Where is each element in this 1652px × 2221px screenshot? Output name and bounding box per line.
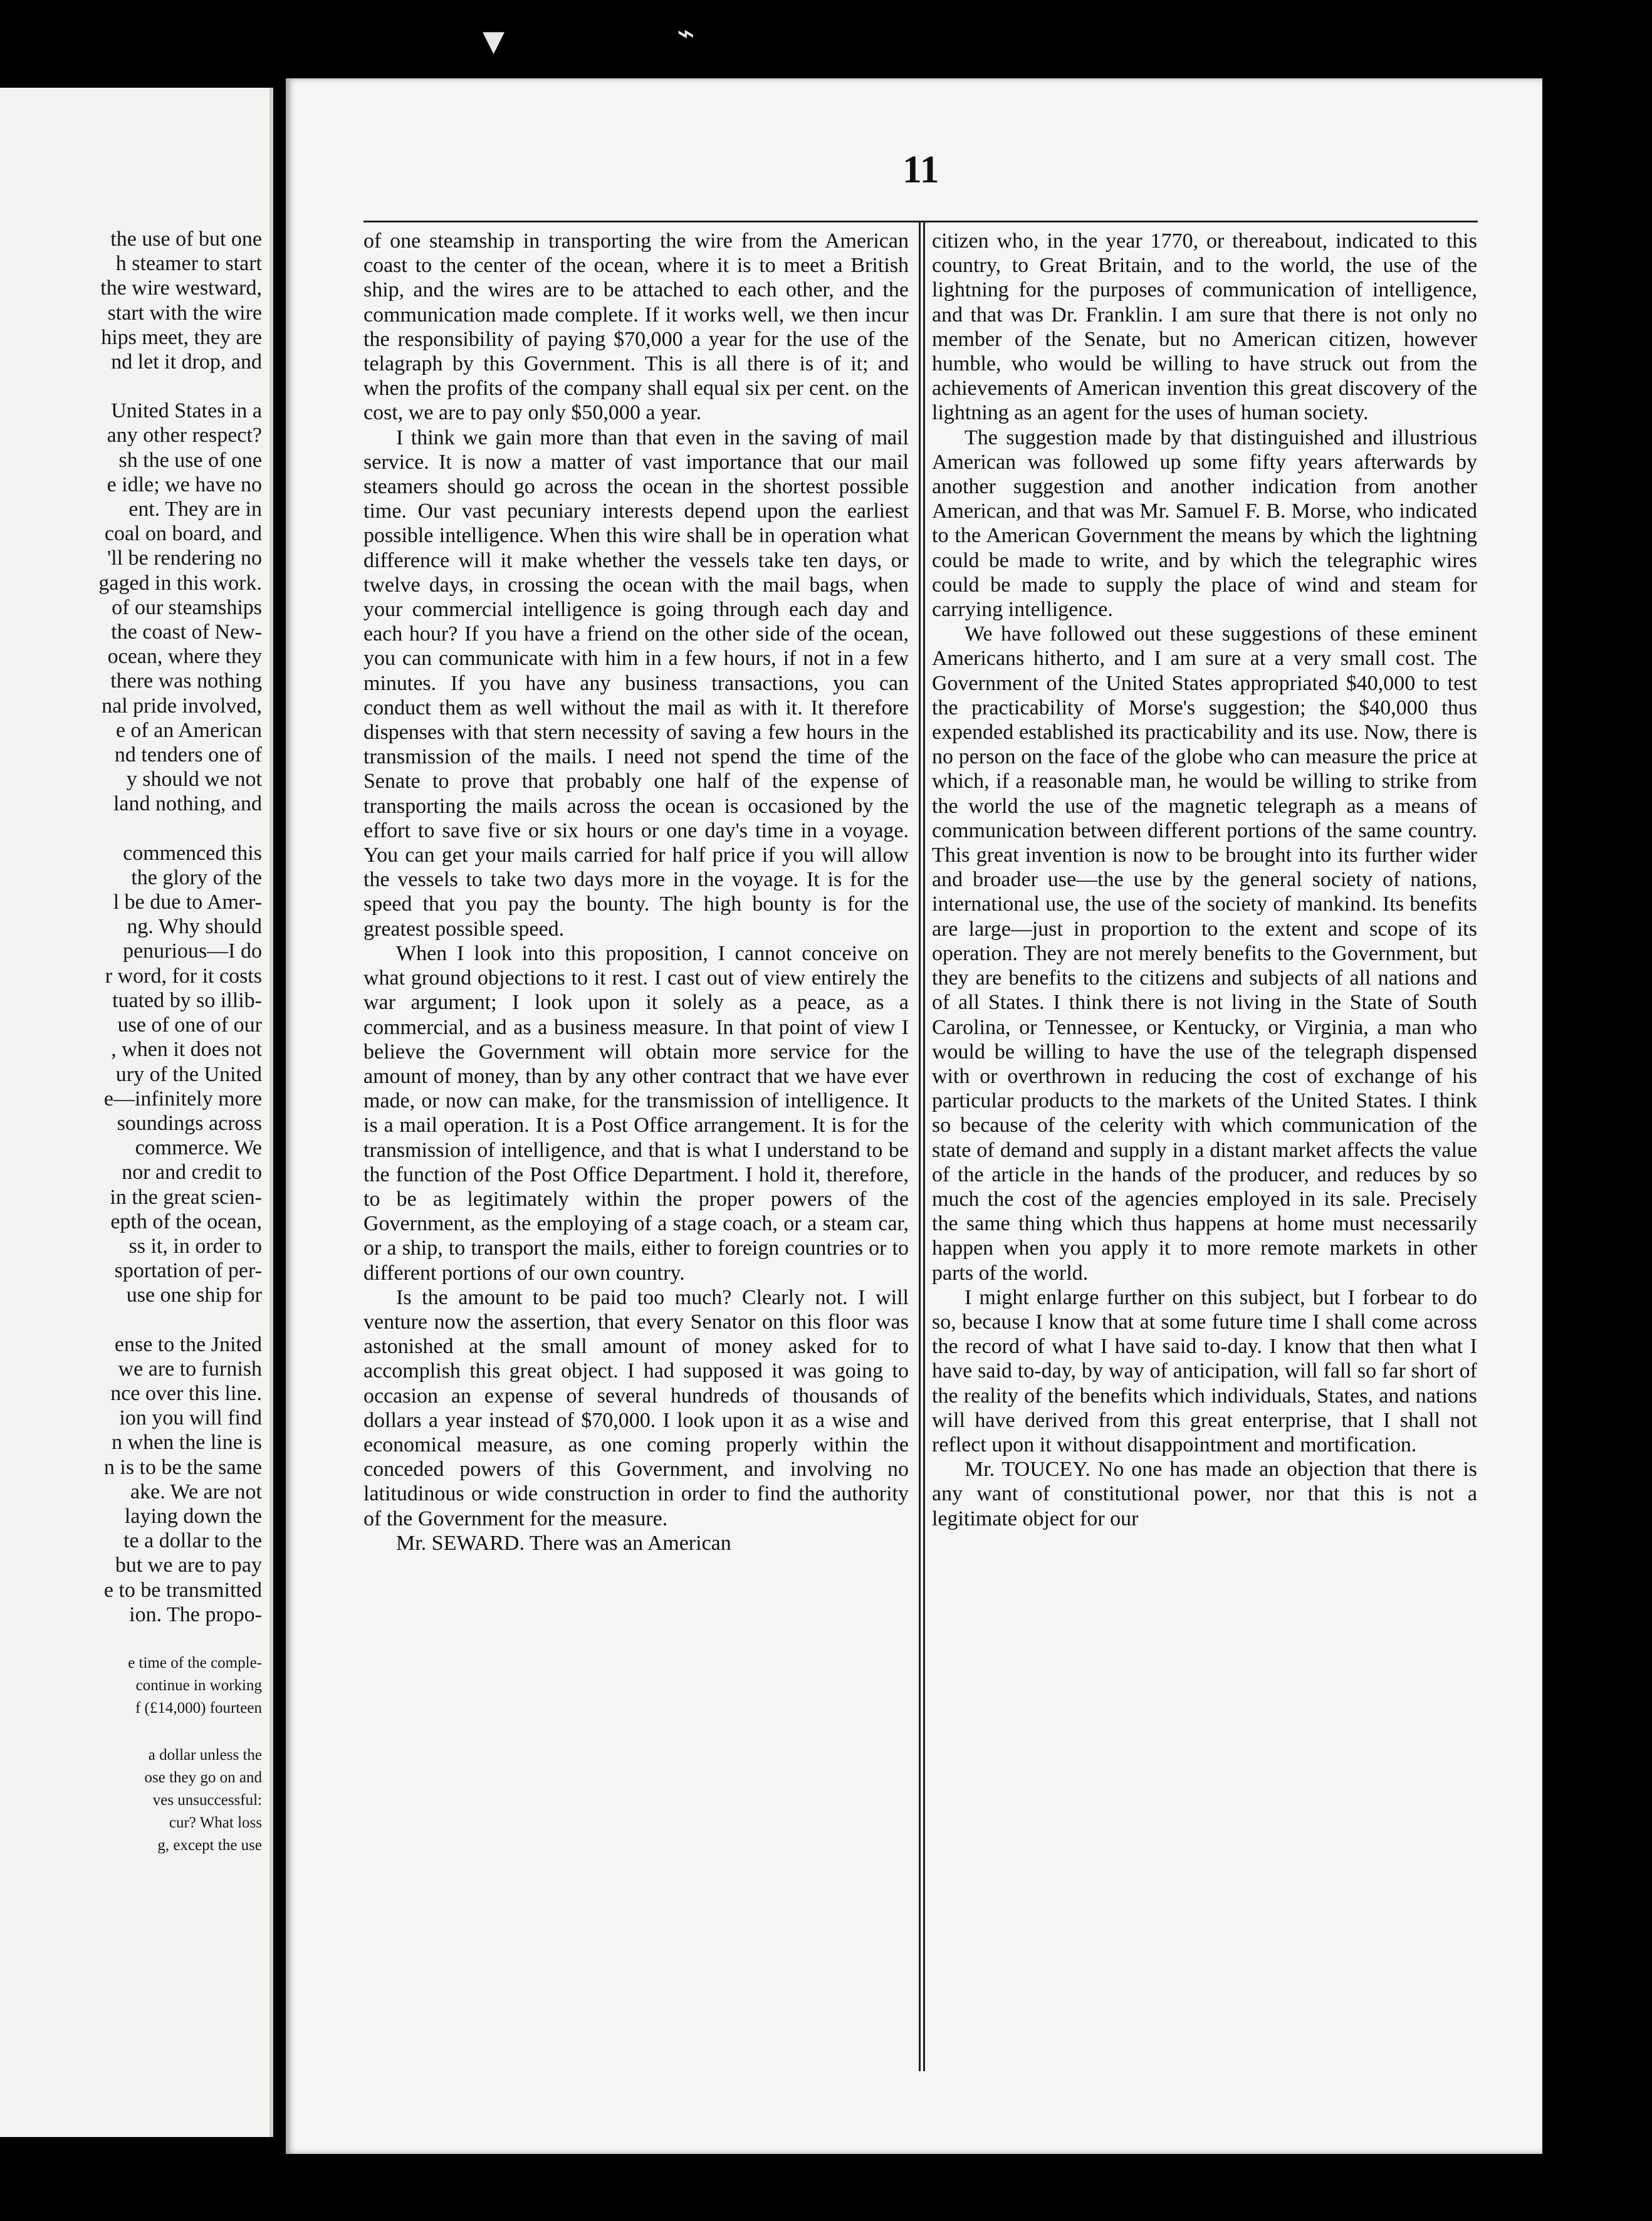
fragment-line: laying down the bbox=[124, 1504, 262, 1528]
fragment-line: ocean, where they bbox=[107, 645, 262, 669]
footnote-line: g, except the use bbox=[157, 1836, 262, 1854]
fragment-line: use one ship for bbox=[126, 1283, 262, 1307]
fragment-gap bbox=[0, 817, 262, 841]
fragment-line: 'll be rendering no bbox=[107, 546, 262, 570]
fragment-line: coal on board, and bbox=[104, 522, 262, 546]
fragment-line: ury of the United bbox=[115, 1062, 262, 1086]
fragment-line: penurious—I do bbox=[123, 939, 262, 963]
scan-scribble-mark: ⌁ bbox=[677, 17, 695, 50]
fragment-line: y should we not bbox=[126, 768, 262, 792]
paragraph: The suggestion made by that distinguished and illustrious American was followed up some fifty years afterwards by another suggestion and another indication from another American, and that was Mr. Samuel F. B. Morse, who indicated to the American Government the means by which the lightning could be made to write, and by which the telegraphic wires could be made to supply the place of wind and steam for carrying intelligence. bbox=[932, 426, 1477, 622]
footnote-line: cur? What loss bbox=[169, 1814, 262, 1831]
fragment-line: e of an American bbox=[115, 718, 262, 742]
fragment-line: n is to be the same bbox=[103, 1455, 262, 1479]
fragment-line: ion you will find bbox=[119, 1406, 262, 1430]
footnote-line: a dollar unless the bbox=[148, 1746, 262, 1764]
fragment-line: soundings across bbox=[117, 1111, 262, 1135]
fragment-line: the glory of the bbox=[131, 865, 262, 889]
fragment-line: tuated by so illib- bbox=[112, 988, 262, 1012]
footnote-line: ose they go on and bbox=[144, 1769, 262, 1786]
paragraph: When I look into this proposition, I cannot conceive on what ground objections to it rest. I cast out of view entirely the war argument; I look upon it solely as a peace, as a commercial, and as a business measure. In that point of view I believe the Government will obtain more service for the amount of money, than by any other contract that we have ever made, or now can make, for the transmission of intelligence. It is a mail operation. It is a Post Office arrangement. It is for the transmission of intelligence, and that is what I understand to be the function of the Post Office Department. I hold it, therefore, to be as legitimately within the proper powers of the Government, as the employing of a stage coach, or a steam car, or a ship, to transport the mails, either to foreign countries or to different portions of our own country. bbox=[363, 941, 909, 1285]
fragment-line: of our steamships bbox=[112, 595, 262, 619]
left-page-text-column bbox=[0, 227, 262, 1857]
fragment-gap bbox=[0, 1720, 262, 1744]
fragment-line: epth of the ocean, bbox=[110, 1210, 262, 1233]
fragment-line: nor and credit to bbox=[122, 1161, 262, 1184]
left-page-lines bbox=[0, 227, 262, 1627]
fragment-line: United States in a bbox=[111, 399, 262, 423]
paragraph: Mr. SEWARD. There was an American bbox=[396, 1531, 731, 1555]
text-column-left bbox=[363, 229, 909, 2046]
paragraph: We have followed out these suggestions of these eminent Americans hitherto, and I am sure at a very small cost. The Government of the United States appropriated $40,000 to test the practicability of Morse's suggestion; the $40,000 thus expended established its practicability and its use. Now, there is no person on the face of the globe who can measure the price at which, if a reasonable man, he would be willing to strike from the world the use of the magnetic telegraph as a means of communication between different portions of the same country. This great invention is now to be brought into its further wider and broader use—the use by the general society of nations, international use, the use of the society of mankind. Its benefits are large—just in proportion to the extent and scope of its operation. They are not merely benefits to the Government, but they are benefits to the citizens and subjects of all nations and of all States. I think there is not living in the State of South Carolina, or Tennessee, or Kentucky, or Virginia, a man who would be willing to have the use of the telegraph dispensed with or overthrown in reducing the cost of exchange of his particular products to the markets of the United States. I think so because of the celerity with which communication of the state of demand and supply in a distant market affects the value of the article in the hands of the producer, and reduces by so much the cost of the agencies employed in its sale. Precisely the same thing which thus happens at home must necessarily happen when you apply it to more remote markets in other parts of the world. bbox=[932, 622, 1477, 1285]
fragment-line: any other respect? bbox=[107, 424, 262, 447]
fragment-line: the use of but one bbox=[110, 227, 262, 251]
fragment-line: commerce. We bbox=[135, 1136, 262, 1160]
fragment-line: ss it, in order to bbox=[128, 1234, 262, 1258]
fragment-line: hips meet, they are bbox=[101, 325, 262, 349]
scan-speck-mark: ▾ bbox=[483, 16, 505, 65]
paragraph: Is the amount to be paid too much? Clearly not. I will venture now the assertion, that every Senator on this floor was astonished at the small amount of money asked for to accomplish this great object. I had supposed it was going to occasion an expense of several hundreds of thousands of dollars a year instead of $70,000. I look upon it as a wise and economical measure, as one coming properly within the conceded powers of this Government, and involving no latitudinous or wide construction in order to find the authority of the Government for the measure. bbox=[363, 1285, 909, 1530]
header-rule bbox=[363, 221, 1478, 222]
footnote-line: f (£14,000) fourteen bbox=[135, 1699, 262, 1717]
text-column-right bbox=[932, 229, 1477, 2046]
left-page-spacer bbox=[0, 1627, 262, 1652]
fragment-line: e idle; we have no bbox=[107, 473, 262, 496]
fragment-line: ent. They are in bbox=[128, 498, 262, 521]
fragment-gap bbox=[0, 1308, 262, 1332]
fragment-line: there was nothing bbox=[110, 669, 262, 693]
footnote-line: ves unsuccessful: bbox=[152, 1791, 262, 1809]
fragment-line: gaged in this work. bbox=[98, 571, 262, 595]
book-gutter bbox=[273, 75, 286, 2156]
column-divider-right bbox=[923, 221, 925, 2071]
fragment-line: nd let it drop, and bbox=[111, 350, 262, 374]
fragment-line: n when the line is bbox=[112, 1431, 262, 1455]
fragment-line: the coast of New- bbox=[111, 620, 262, 644]
fragment-line: start with the wire bbox=[107, 301, 262, 325]
paragraph: Mr. TOUCEY. No one has made an objection that there is any want of constitutional power, nor that this is not a legitimate object for our bbox=[932, 1458, 1477, 1530]
fragment-gap bbox=[0, 374, 262, 399]
page-number: 11 bbox=[902, 149, 939, 191]
fragment-line: use of one of our bbox=[117, 1013, 262, 1037]
paragraph: of one steamship in transporting the wire from the American coast to the center of the ocean, where it is to meet a British ship, and the wires are to be attached to each other, and the communication made complete. If it works well, we then incur the responsibility of paying $70,000 a year for the use of the telagraph by this Government. This is all there is of it; and when the profits of the company shall equal six per cent. on the cost, we are to pay only $50,000 a year. bbox=[363, 229, 909, 425]
fragment-line: ake. We are not bbox=[130, 1480, 262, 1503]
left-page-footnote bbox=[0, 1652, 262, 1857]
fragment-line: , when it does not bbox=[111, 1038, 262, 1062]
fragment-line: h steamer to start bbox=[115, 252, 262, 276]
paragraph: citizen who, in the year 1770, or thereabout, indicated to this country, to Great Britain, and to the world, the use of the lightning for the purposes of communication of intelligence, and that was Dr. Franklin. I am sure that there is not only no member of the Senate, but no American citizen, however humble, who would be willing to have struck out from the achievements of American invention this great discovery of the lightning as an agent for the uses of human society. bbox=[932, 229, 1477, 425]
fragment-line: nal pride involved, bbox=[102, 694, 262, 718]
left-page-fragment bbox=[0, 88, 273, 2137]
fragment-line: sh the use of one bbox=[118, 448, 262, 472]
fragment-line: e—infinitely more bbox=[103, 1087, 262, 1110]
fragment-line: r word, for it costs bbox=[105, 964, 262, 988]
fragment-line: in the great scien- bbox=[110, 1185, 262, 1209]
fragment-line: the wire westward, bbox=[100, 276, 262, 300]
fragment-line: nce over this line. bbox=[110, 1381, 262, 1405]
fragment-line: e to be transmitted bbox=[103, 1578, 262, 1602]
footnote-line: continue in working bbox=[135, 1676, 262, 1694]
fragment-line: ense to the Jnited bbox=[114, 1332, 262, 1356]
footnote-line: e time of the comple- bbox=[128, 1654, 262, 1671]
paragraph: I might enlarge further on this subject, but I forbear to do so, because I know that at some future time I shall come across the record of what I have said to-day. I know that then what I have said to-day, by way of anticipation, will fall so far short of the reality of the benefits which individuals, States, and nations will have derived from this great enterprise, that I shall not reflect upon it without disappointment and mortification. bbox=[932, 1285, 1477, 1456]
fragment-line: but we are to pay bbox=[115, 1554, 262, 1577]
fragment-line: sportation of per- bbox=[114, 1259, 262, 1283]
fragment-line: ion. The propo- bbox=[129, 1602, 262, 1626]
fragment-line: land nothing, and bbox=[113, 792, 262, 816]
fragment-line: nd tenders one of bbox=[114, 743, 262, 767]
fragment-line: commenced this bbox=[123, 841, 262, 865]
column-divider-left bbox=[919, 221, 921, 2071]
fragment-line: we are to furnish bbox=[118, 1357, 262, 1381]
fragment-line: l be due to Amer- bbox=[113, 891, 262, 914]
fragment-line: ng. Why should bbox=[127, 915, 262, 939]
paragraph: I think we gain more than that even in the saving of mail service. It is now a matter of vast importance that our mail steamers should go across the ocean in the shortest possible time. Our vast pecuniary interests depend upon the earliest possible intelligence. When this wire shall be in operation what difference will it make whether the vessels take ten days, or twelve days, in crossing the ocean with the mail bags, when your commercial intelligence is going through each day and each hour? If you have a friend on the other side of the ocean, you can communicate with him in a few hours, if not in a few minutes. If you have any business transactions, you can conduct them as well without the mail as with it. It therefore dispenses with that stern necessity of saving a few hours in the transmission of the mails. I need not spend the time of the Senate to prove that probably one half of the expense of transporting the mails across the ocean is occasioned by the effort to save five or six hours or one day's time in a voyage. You can get your mails carried for half price if you will allow the vessels to take two days more in the voyage. It is for the speed that you pay the bounty. The high bounty is for the greatest possible speed. bbox=[363, 426, 909, 941]
fragment-line: te a dollar to the bbox=[123, 1529, 262, 1553]
